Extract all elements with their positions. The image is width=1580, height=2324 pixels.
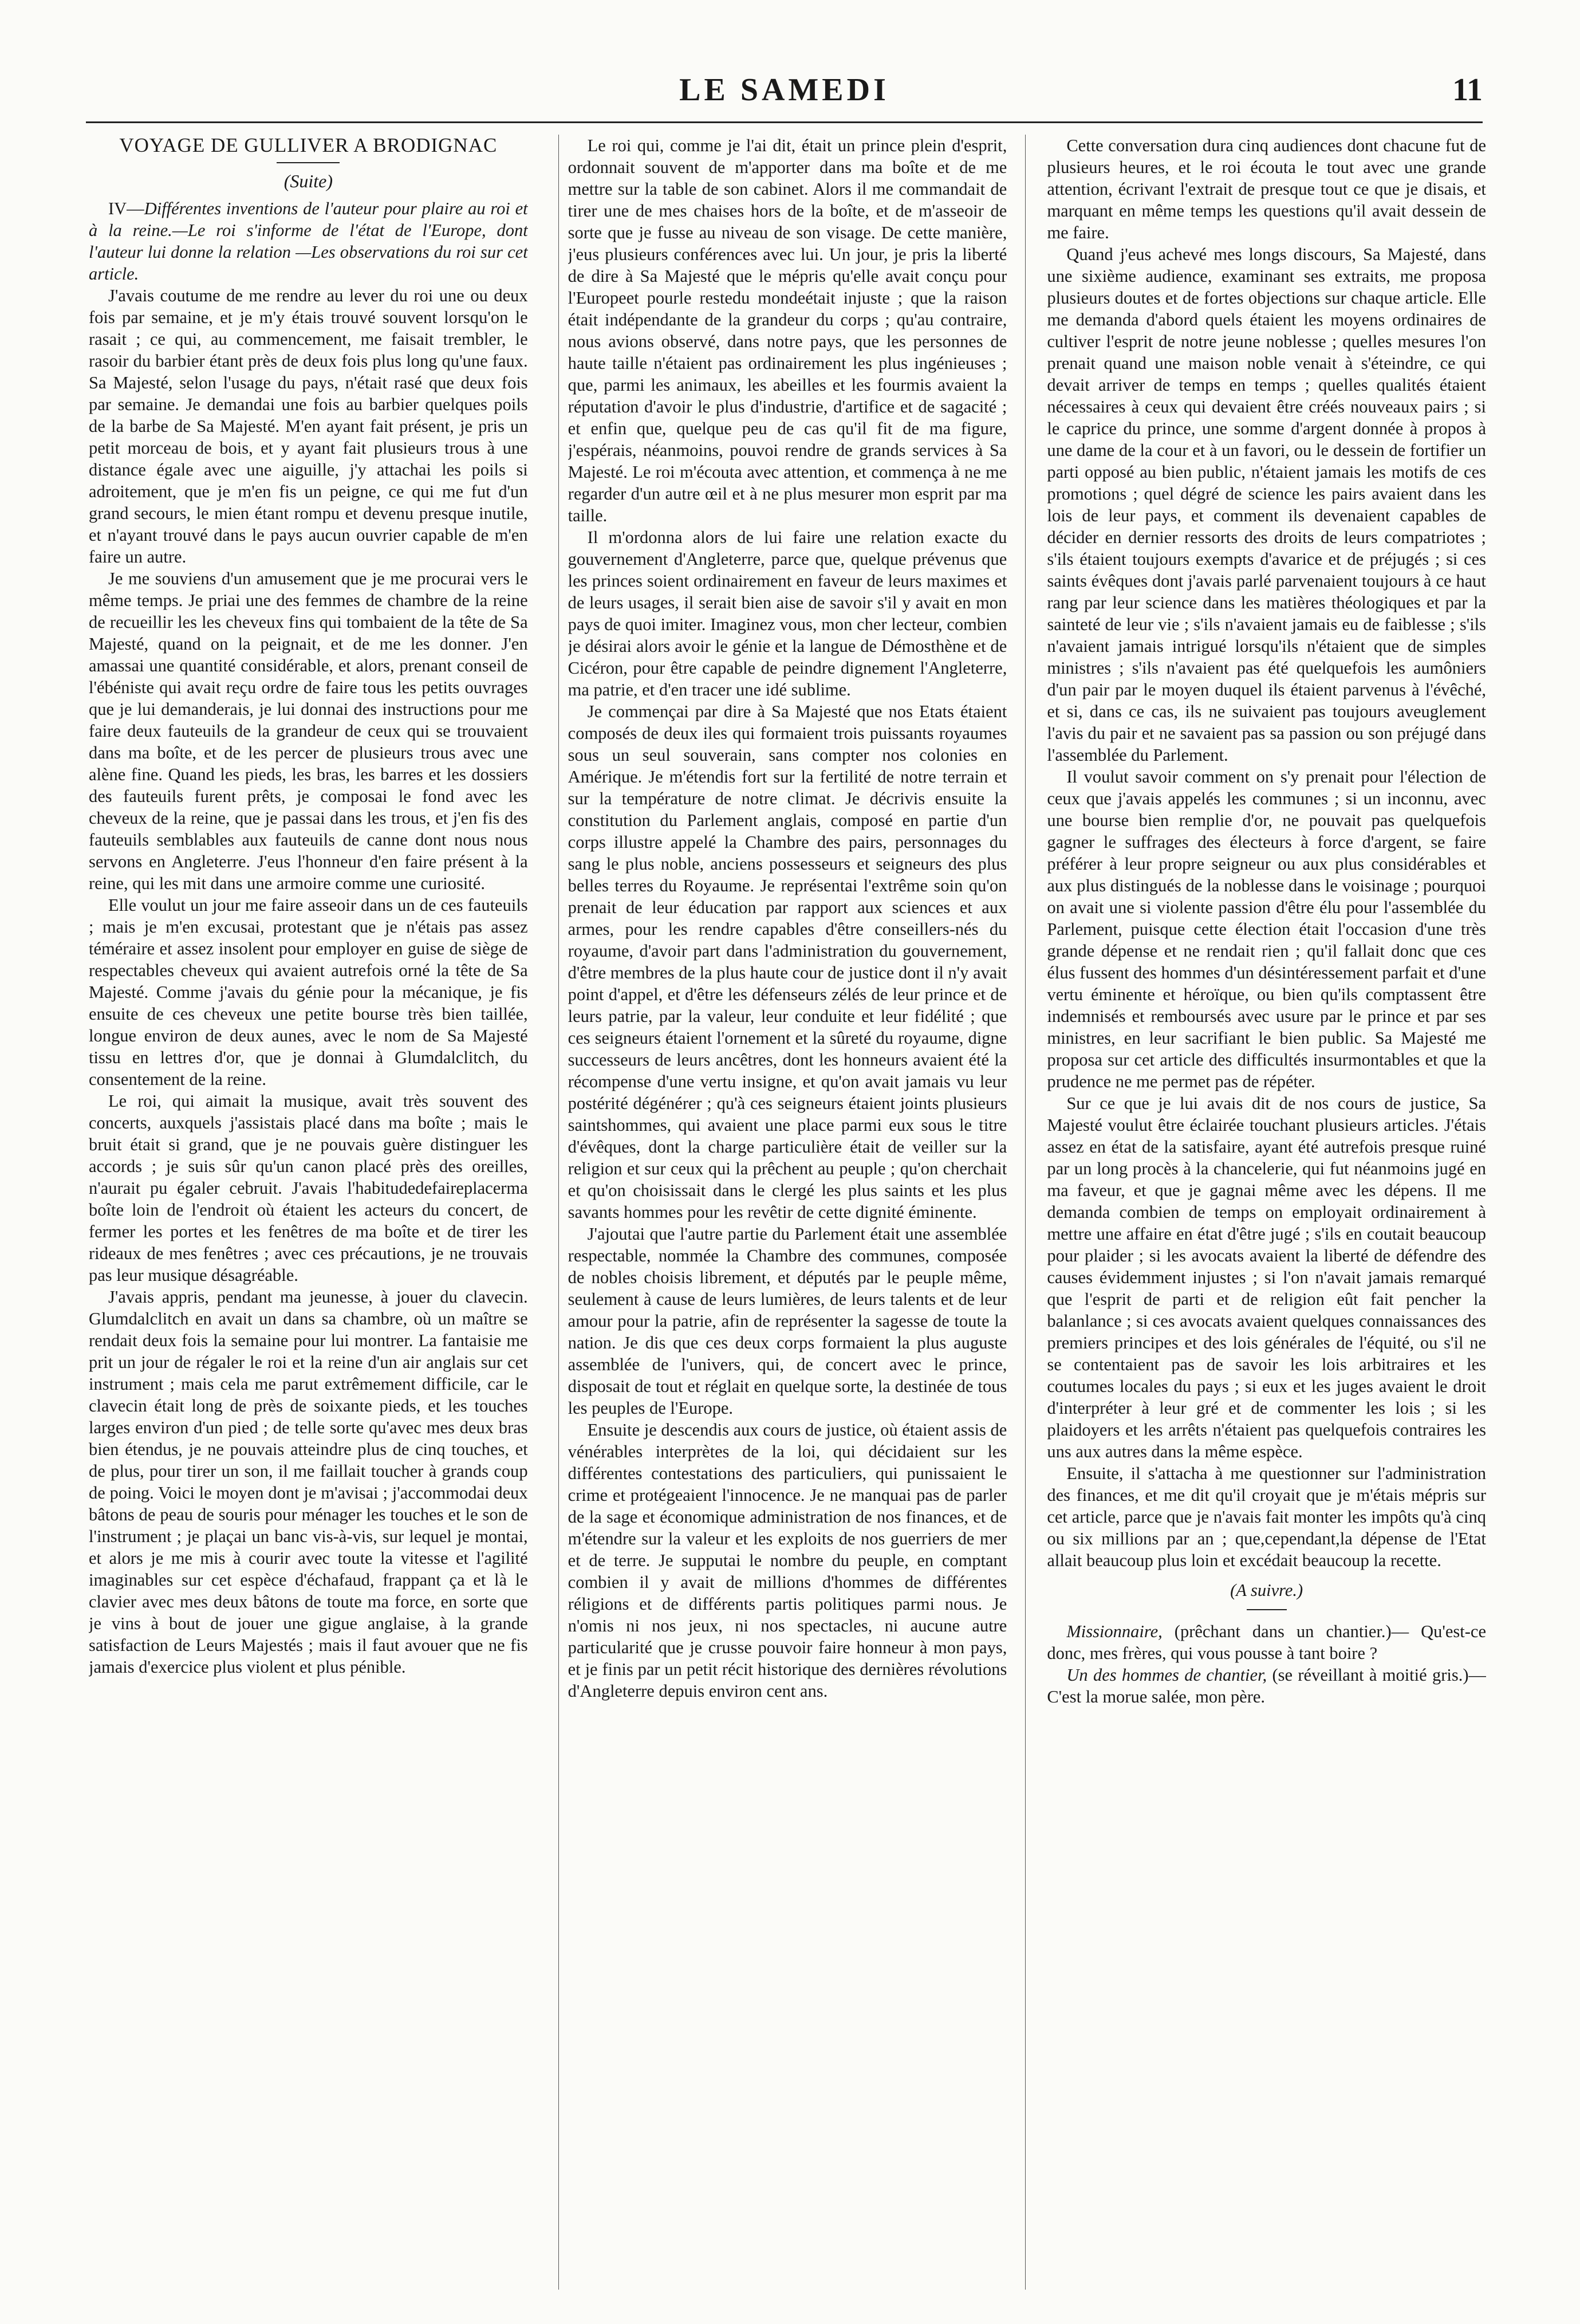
anecdote-2 (1047, 1664, 1486, 1708)
page-header (86, 72, 1483, 117)
column-1 (89, 135, 528, 2300)
anecdote-speaker-1: Missionnaire, (1066, 1622, 1163, 1641)
article-paragraph: J'ajoutai que l'autre partie du Parlement était une assemblée respectable, nommée la Chambre des communes, composée de nobles choisis librement, et députés par le peuple même, seulement à cause de leurs lumières, de leurs talents et de leur amour pour la patrie, afin de représenter la sagesse de toute la nation. Je dis que ces deux corps formaient la plus auguste assemblée de l'univers, qui, de concert avec le prince, disposait de tout et réglait en quelque sorte, la destinée de tous les peuples de l'Europe. (568, 1224, 1007, 1418)
anecdote-line-1: (prêchant dans un chantier.)— Qu'est-ce donc, mes frères, qui vous pousse à tant boire ? (1047, 1622, 1487, 1663)
article-columns (89, 135, 1486, 2300)
article-paragraph: J'avais coutume de me rendre au lever du roi une ou deux fois par semaine, et je m'y étais trouvé souvent lorsqu'on le rasait ; ce qui, au commencement, me faisait trembler, le rasoir du barbier étant près de deux fois plus long qu'une faux. Sa Majesté, selon l'usage du pays, n'était rasé que deux fois par semaine. Je demandai une fois au barbier quelques poils de la barbe de Sa Majesté. M'en ayant fait présent, je pris un petit morceau de bois, et y ayant fait plusieurs trous à une distance égale avec une aiguille, j'y attachai les poils si adroitement, que je m'en fis un peigne, ce qui me fut d'un grand secours, le mien étant rompu et devenu presque inutile, et n'ayant trouvé dans le pays aucun ouvrier capable de m'en faire un autre. (89, 286, 528, 567)
chapter-summary-text: Différentes inventions de l'auteur pour plaire au roi et à la reine.—Le roi s'informe de l'état de l'Europe, dont l'auteur lui donne la relation —Les observations du roi sur cet article. (89, 199, 528, 284)
anecdote-speaker-2: Un des hommes de chantier, (1066, 1665, 1267, 1685)
column-2 (568, 135, 1007, 2300)
article-paragraph: Ensuite, il s'attacha à me questionner sur l'administration des finances, et me dit qu'il croyait que je m'étais mépris sur cet article, parce que je n'avais fait monter les impôts qu'à cinq ou six millions par an ; que,cependant,la dépense de l'Etat allait beaucoup plus loin et excédait beaucoup la recette. (1047, 1464, 1487, 1570)
anecdote-line-2: (se réveillant à moitié gris.)—C'est la morue salée, mon père. (1047, 1665, 1487, 1706)
title-rule (277, 162, 340, 163)
chapter-number: IV— (108, 199, 144, 218)
article-title: VOYAGE DE GULLIVER A BRODIGNAC (119, 135, 498, 156)
suite-label: (Suite) (283, 171, 333, 191)
header-rule (86, 121, 1483, 123)
a-suivre-rule (1247, 1609, 1287, 1610)
article-paragraph: Quand j'eus achevé mes longs discours, Sa Majesté, dans une sixième audience, examinant ses extraits, me proposa plusieurs doutes et de fortes objections sur chaque article. Elle me demanda d'abord quels étaient les moyens ordinaires de cultiver l'esprit de notre jeune noblesse ; quelles mesures l'on prenait quand une maison noble venait à s'éteindre, ce qui devait arriver de temps en temps ; quelles qualités étaient nécessaires à ceux qui devaient être créés nouveaux pairs ; si le caprice du prince, une somme d'argent donnée à propos à une dame de la cour et à un favori, ou le dessein de fortifier un parti opposé au bien public, n'étaient jamais les motifs de ces promotions ; quel dégré de science les pairs avaient dans les lois de leur pays, et comment ils devenaient capables de décider en dernier ressorts des droits de leurs compatriotes ; s'ils étaient toujours exempts d'avarice et de préjugés ; si ces saints évêques dont j'avais parlé parvenaient toujours à ce haut rang par leur science dans les matières théologiques et par la sainteté de leur vie ; s'ils n'avaient jamais eu de faiblesse ; s'ils n'avaient jamais intrigué lorsqu'ils n'étaient que de simples ministres ; s'ils n'avaient pas été quelquefois les aumôniers d'un pair par le moyen duquel ils étaient parvenus à l'évêché, et si, dans ce cas, ils ne suivaient pas toujours aveuglement l'avis du pair et ne savaient pas sa passion ou son préjugé dans l'assemblée du Parlement. (1047, 245, 1487, 765)
chapter-summary (89, 198, 528, 285)
article-paragraph: Je me souviens d'un amusement que je me procurai vers le même temps. Je priai une des femmes de chambre de la reine de recueillir les les cheveux fins qui tombaient de la tête de Sa Majesté, quand on la peignait, et de me les donner. J'en amassai une quantité considérable, et alors, prenant conseil de l'ébéniste qui avait reçu ordre de faire tous les petits ouvrages que je lui demanderais, je lui donnai des instructions pour me faire deux fauteuils de la grandeur de ceux qui se trouvaient dans ma boîte, et de les percer de plusieurs trous avec une alène fine. Quand les pieds, les bras, les barres et les dossiers des fauteuils furent prêts, je composai le fond avec les cheveux de la reine, que je passai dans les trous, et j'en fis des fauteuils semblables aux fauteuils de canne dont nous nous servons en Angleterre. J'eus l'honneur d'en faire présent à la reine, qui les mit dans une armoire comme une curiosité. (89, 569, 528, 893)
article-paragraph: J'avais appris, pendant ma jeunesse, à jouer du clavecin. Glumdalclitch en avait un dans sa chambre, où un maître se rendait deux fois la semaine pour lui montrer. La fantaisie me prit un jour de régaler le roi et la reine d'un air anglais sur cet instrument ; mais cela me parut extrêmement difficile, car le clavecin était long de près de soixante pieds, et les touches larges environ d'un pied ; de telle sorte qu'avec mes deux bras bien étendus, je ne pouvais atteindre plus de cinq touches, et de plus, pour tirer un son, il me faillait toucher à grands coup de poing. Voici le moyen dont je m'avisai ; j'accommodai deux bâtons de peau de souris pour ménager les touches et le son de l'instrument ; je plaçai un banc vis-à-vis, sur lequel je montai, et alors je me mis à courir avec toute la vitesse et l'agilité imaginables sur cet espèce d'échafaud, frappant ça et là le clavier avec mes deux bâtons de toute ma force, en sorte que je vins à bout de jouer une gigue anglaise, à la grande satisfaction de Leurs Majestés ; mais il faut avouer que ne fis jamais d'exercice plus violent et plus pénible. (89, 1287, 528, 1677)
column-3-body (1047, 135, 1486, 1571)
journal-title: LE SAMEDI (679, 72, 889, 108)
column-3 (1047, 135, 1486, 2300)
anecdote-1 (1047, 1621, 1486, 1664)
a-suivre: (A suivre.) (1230, 1580, 1303, 1600)
article-paragraph: Cette conversation dura cinq audiences dont chacune fut de plusieurs heures, et le roi écouta le tout avec une grande attention, écrivant l'extrait de presque tout ce que je disais, et marquant en même temps les questions qu'il avait dessein de me faire. (1047, 136, 1487, 242)
article-paragraph: Le roi qui, comme je l'ai dit, était un prince plein d'esprit, ordonnait souvent de m'apporter dans ma boîte et de me mettre sur la table de son cabinet. Alors il me commandait de tirer une de mes chaises hors de la boîte, et de m'asseoir de sorte que je fusse au niveau de son visage. De cette manière, j'eus plusieurs conférences avec lui. Un jour, je pris la liberté de dire à Sa Majesté que le mépris qu'elle avait conçu pour l'Europeet pourle restedu mondeétait injuste ; que la raison était indépendante de la grandeur du corps ; qu'au contraire, nous avions observé, dans notre pays, que les personnes de haute taille n'étaient pas ordinairement les plus ingénieuses ; que, parmi les animaux, les abeilles et les fourmis avaient la réputation d'avoir le plus d'industrie, d'artifice et de sagacité ; et enfin que, quelque peu de cas qu'il fit de ma figure, j'espérais, néanmoins, pouvoi rendre de grands services à Sa Majesté. Le roi m'écouta avec attention, et commença à ne me regarder d'un autre œil et à ne plus mesurer mon esprit par ma taille. (568, 136, 1007, 525)
article-paragraph: Je commençai par dire à Sa Majesté que nos Etats étaient composés de deux iles qui formaient trois puissants royaumes sous un seul souverain, sans compter nos colonies en Amérique. Je m'étendis fort sur la fertilité de notre terrain et sur la température de notre climat. Je décrivis ensuite la constitution du Parlement anglais, composé en partie d'un corps illustre appelé la Chambre des pairs, personnages du sang le plus noble, anciens possesseurs et seigneurs des plus belles terres du Royaume. Je représentai l'extrême soin qu'on prenait de leur éducation par rapport aux sciences et aux armes, pour les rendre capables d'être conseillers-nés du royaume, d'avoir part dans l'administration du gouvernement, d'être membres de la plus haute cour de justice dont il n'y avait point d'appel, et d'être les défenseurs zélés de leur prince et de leurs patrie, par la valeur, leur conduite et leur fidélité ; que ces seigneurs étaient l'ornement et la sûreté du royaume, digne successeurs de leurs ancêtres, dont les honneurs avaient été la récompense d'une vertu insigne, et qu'on avait jamais vu leur postérité dégénérer ; qu'à ces seigneurs étaient joints plusieurs saintshommes, qui avaient une place parmi eux sous le titre d'évêques, dont la charge particulière était de veiller sur la religion et sur ceux qui la prêchent au peuple ; qu'on cherchait et qu'on choisissait dans le clergé les plus saints et les plus savants hommes pour les revêtir de cette dignité éminente. (568, 702, 1007, 1222)
article-paragraph: Sur ce que je lui avais dit de nos cours de justice, Sa Majesté voulut être éclairée touchant plusieurs articles. J'étais assez en état de la satisfaire, ayant été autrefois presque ruiné par un long procès à la chancelerie, qui fut néanmoins jugé en ma faveur, et que je gagnai même avec les dépens. Il me demanda combien de temps on employait ordinairement à mettre une affaire en état d'être jugé ; s'ils en coutait beaucoup pour plaider ; si les avocats avaient la liberté de défendre des causes évidemment injustes ; si l'on n'avait jamais remarqué que l'esprit de parti et de religion eût fait pencher la balanlance ; si ces avocats avaient quelques connaissances des premiers principes et des lois générales de l'équité, ou s'il ne se contentaient pas de savoir les lois arbitraires et les coutumes locales du pays ; si eux et les juges avaient le droit d'interpréter à leur gré et de commenter les lois ; si les plaidoyers et les arrêts n'étaient pas quelquefois contraires les uns aux autres dans la même espèce. (1047, 1094, 1487, 1461)
column-2-body (568, 135, 1007, 1702)
article-paragraph: Il voulut savoir comment on s'y prenait pour l'élection de ceux que j'avais appelés les communes ; si un inconnu, avec une bourse bien remplie d'or, ne pouvait pas quelquefois gagner le suffrages des électeurs à force d'argent, se faire préférer à leur propre seigneur ou aux plus considérables et aux plus distingués de la noblesse dans le voisinage ; pourquoi on avait une si violente passion d'être élu pour l'assemblée du Parlement, puisque cette élection était l'occasion d'une très grande dépense et ne rendait rien ; qu'il fallait donc que ces élus fussent des hommes d'un désintéressement parfait et d'une vertu éminente et héroïque, ou bien qu'ils comptassent être indemnisés et remboursés avec usure par le prince et par ses ministres, en leur sacrifiant le bien public. Sa Majesté me proposa sur cet article des difficultés insurmontables et que la prudence ne me permet pas de répéter. (1047, 767, 1487, 1091)
article-paragraph: Ensuite je descendis aux cours de justice, où étaient assis de vénérables interprètes de la loi, qui décidaient sur les différentes contestations des particuliers, qui punissaient le crime et protégeaient l'innocence. Je ne manquai pas de parler de la sage et économique administration de nos finances, et de m'étendre sur la valeur et les exploits de nos guerriers de mer et de terre. Je supputai le nombre du peuple, en comptant combien il y avait de millions d'hommes de différentes réligions et de différents partis politiques parmi nous. Je n'omis ni nos jeux, ni nos spectacles, ni aucune autre particularité que je crusse pouvoir faire honneur à mon pays, et je finis par un petit récit historique des dernières révolutions d'Angleterre depuis environ cent ans. (568, 1420, 1007, 1701)
column-1-body (89, 285, 528, 1678)
article-paragraph: Il m'ordonna alors de lui faire une relation exacte du gouvernement d'Angleterre, parce que, quelque prévenus que les princes soient ordinairement en faveur de leurs maximes et de leurs usages, il serait bien aise de savoir s'il y avait en mon pays de quoi imiter. Imaginez vous, mon cher lecteur, combien je désirai alors avoir le génie et la langue de Démosthène et de Cicéron, pour être capable de peindre dignement l'Angleterre, ma patrie, et d'en tracer une idé sublime. (568, 528, 1007, 699)
page-number: 11 (1452, 72, 1483, 108)
article-paragraph: Elle voulut un jour me faire asseoir dans un de ces fauteuils ; mais je m'en excusai, protestant que je n'étais pas assez téméraire et assez insolent pour employer en guise de siège de respectables cheveux qui avaient autrefois orné la tête de Sa Majesté. Comme j'avais du génie pour la mécanique, je fis ensuite de ces cheveux une petite bourse très bien taillée, longue environ de deux aunes, avec le nom de Sa Majesté tissu en lettres d'or, que je donnai à Glumdalclitch, du consentement de la reine. (89, 895, 528, 1089)
article-paragraph: Le roi, qui aimait la musique, avait très souvent des concerts, auxquels j'assistais placé dans ma boîte ; mais le bruit était si grand, que je ne pouvais guère distinguer les accords ; je suis sûr qu'un canon placé près des oreilles, n'aurait pu égaler cebruit. J'avais l'habitudedefaireplacerma boîte loin de l'endroit où étaient les acteurs du concert, de fermer les portes et les fenêtres de ma boîte et de tirer les rideaux de mes fenêtres ; avec ces précautions, je ne trouvais pas leur musique désagréable. (89, 1091, 528, 1285)
